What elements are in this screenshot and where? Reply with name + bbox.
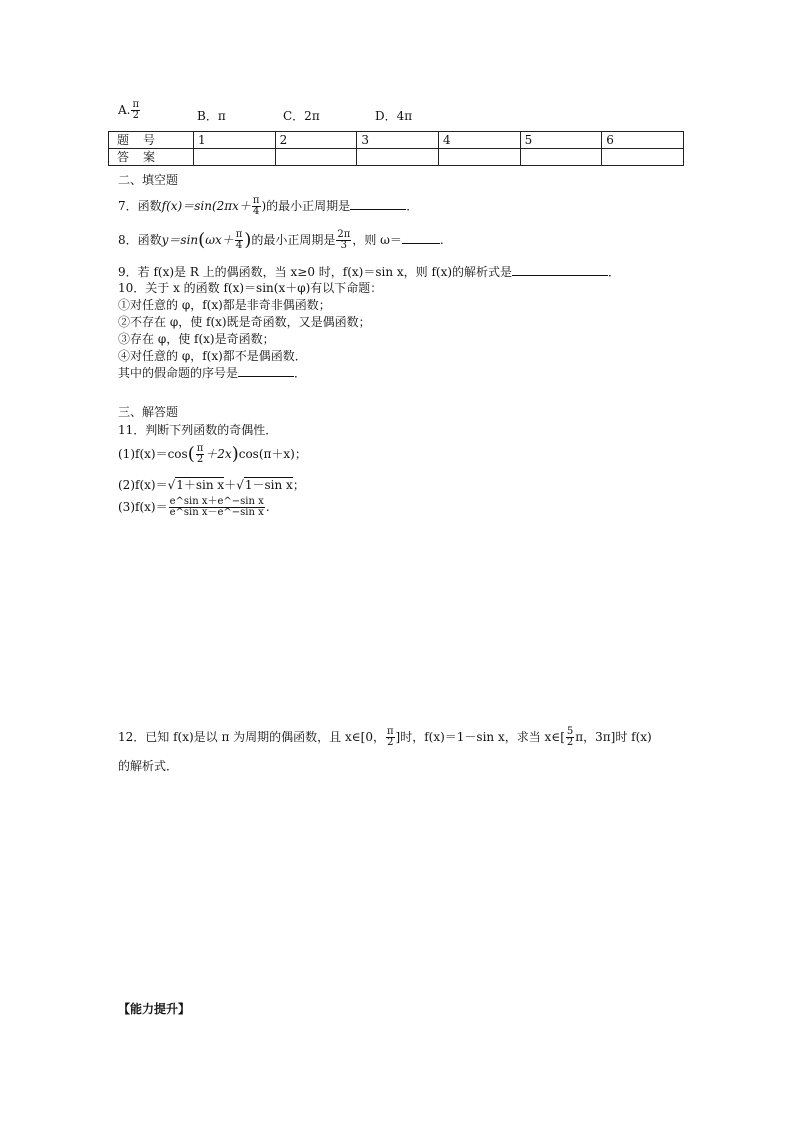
question-11-part2: (2)f(x)＝√1＋sin x＋√1－sin x； <box>118 478 305 492</box>
answer-blank[interactable] <box>512 265 608 276</box>
answer-table <box>108 131 684 166</box>
question-9: 9．若 f(x)是 R 上的偶函数，当 x≥0 时，f(x)＝sin x，则 f(x)的解析式是 ． <box>118 265 621 279</box>
question-10-stem: 10．关于 x 的函数 f(x)＝sin(x＋φ)有以下命题： <box>118 281 383 295</box>
answer-cell[interactable] <box>438 149 520 166</box>
question-7: 7．函数f(x)＝sin(2πx＋ $\frac{\pi}{4}$ )的最小正周期是 ． <box>118 195 419 217</box>
answer-cell[interactable] <box>357 149 439 166</box>
table-head-number: 题号 <box>109 132 194 149</box>
answer-cell[interactable] <box>275 149 357 166</box>
answer-cell[interactable] <box>194 149 276 166</box>
answer-cell[interactable] <box>520 149 602 166</box>
table-head-answer: 答案 <box>109 149 194 166</box>
table-cell: 6 <box>602 132 684 149</box>
proposition: ①对任意的 φ，f(x)都是非奇非偶函数； <box>118 298 331 312</box>
question-11-stem: 11．判断下列函数的奇偶性． <box>118 423 278 437</box>
table-cell: 3 <box>357 132 439 149</box>
choice-d: D．4π <box>375 109 413 123</box>
table-cell: 4 <box>438 132 520 149</box>
question-11-part3: (3)f(x)＝ $\frac{\text{e\textasciicircum{}sin x＋e\textasciicircum{}−sin x}}{\text{e\textasciicircum{}sin x－e\textasciicircum{}−sin x}}$ . <box>118 496 270 518</box>
choice-c: C．2π <box>283 109 320 123</box>
answer-blank[interactable] <box>238 366 294 377</box>
section-title-fill-blank: 二、填空题 <box>118 173 179 187</box>
answer-cell[interactable] <box>602 149 684 166</box>
table-row <box>109 149 684 166</box>
choice-a: A. $\frac{\pi}{2}$ <box>118 99 140 121</box>
proposition: ②不存在 φ，使 f(x)既是奇函数，又是偶函数； <box>118 315 371 329</box>
table-row <box>109 132 684 149</box>
question-8: 8．函数y＝sin(ωx＋ $\frac{\pi}{4}$ )的最小正周期是 $\frac{2\pi}{3}$ ，则 ω＝ . <box>118 229 444 251</box>
table-cell: 1 <box>194 132 276 149</box>
question-12: 12．已知 f(x)是以 π 为周期的偶函数，且 x∈[0， $\frac{\pi}{2}$ ]时，f(x)＝1－sin x，求当 x∈[ $\frac{5}{2}$ π，3π]时 f(x) <box>118 726 652 748</box>
choice-b: B．π <box>197 109 226 123</box>
proposition: ④对任意的 φ，f(x)都不是偶函数． <box>118 349 307 363</box>
table-cell: 5 <box>520 132 602 149</box>
question-10: 10．关于 x 的函数 f(x)＝sin(x＋φ)有以下命题： ①对任意的 φ，f(x)都是非奇非偶函数； ②不存在 φ，使 f(x)既是奇函数，又是偶函数； ③存在 φ，使 f(x)是奇函数； ④对任意的 φ，f(x)都不是偶函数． 其中的假命题的序号是 ． <box>118 281 383 380</box>
proposition: ③存在 φ，使 f(x)是奇函数； <box>118 332 275 346</box>
ability-section-label: 【能力提升】 <box>118 1002 191 1016</box>
table-cell: 2 <box>275 132 357 149</box>
question-11-part1: (1)f(x)＝cos( $\frac{\pi}{2}$ ＋2x)cos(π＋x)； <box>118 443 307 465</box>
answer-blank[interactable] <box>350 199 406 210</box>
section-title-solve: 三、解答题 <box>118 405 179 419</box>
question-12-line2: 的解析式． <box>118 759 179 773</box>
answer-blank[interactable] <box>402 233 440 244</box>
